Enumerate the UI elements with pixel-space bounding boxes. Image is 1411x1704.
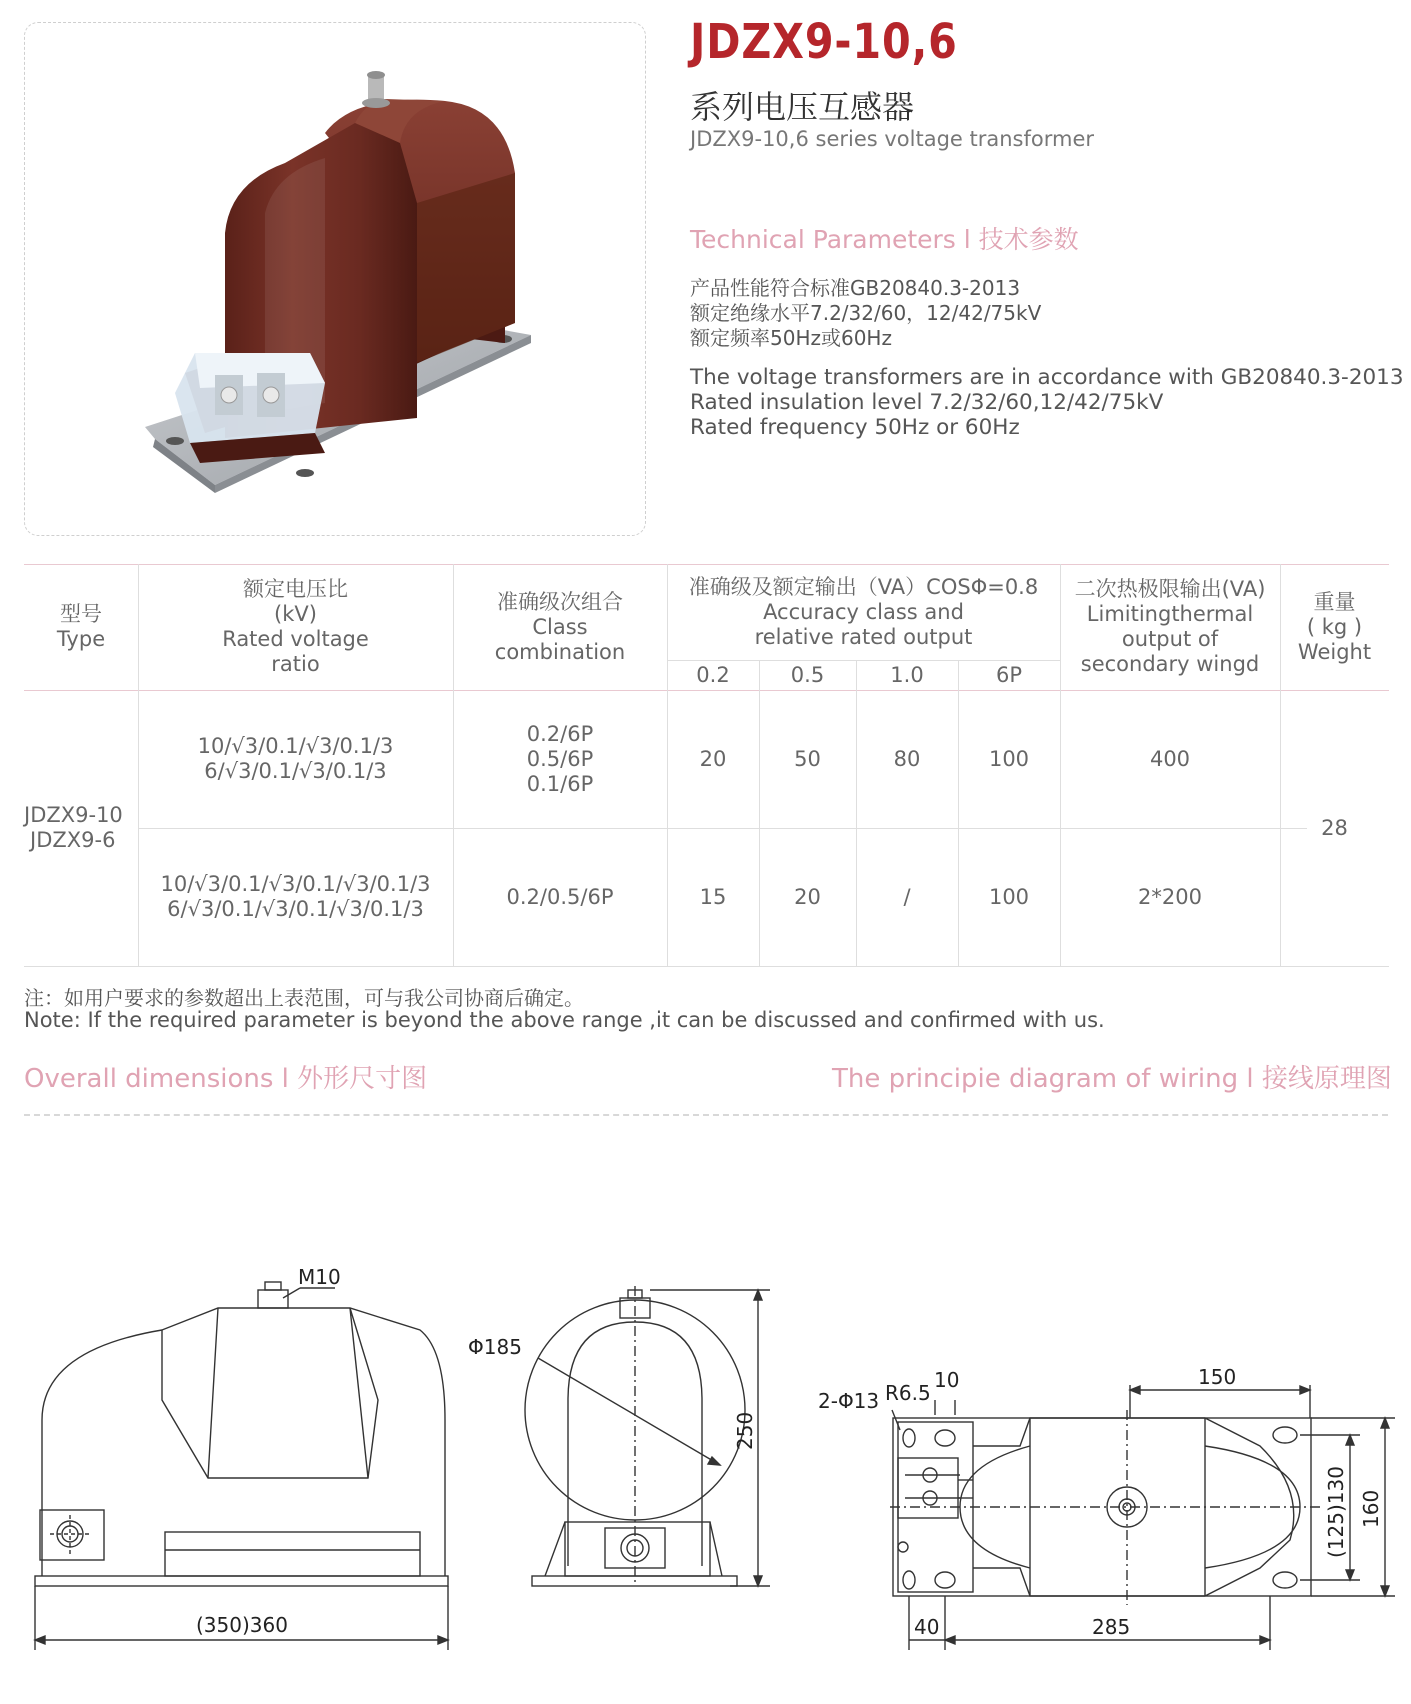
wiring-diagram-heading: The principie diagram of wiring l 接线原理图 [832,1064,1392,1094]
ratio-line: 10/√3/0.1/√3/0.1/√3/0.1/3 [160,872,431,896]
table-row-1-6p: 100 [988,746,1030,771]
technical-parameters-heading: Technical Parameters l 技术参数 [690,225,1079,254]
header-class-combination [453,564,667,690]
header-sub-05: 0.5 [790,662,825,687]
header-ratio-en-1: Rated voltage [222,627,369,651]
note-en: Note: If the required parameter is beyond the above range ,it can be discussed and confirmed with us. [24,1008,1105,1032]
table-row-2-limit: 2*200 [1138,884,1202,909]
table-row-1-class [453,690,667,828]
top-view-drawing [890,1385,1395,1650]
label-side-diameter: Φ185 [468,1335,522,1359]
header-class-en-2: combination [494,639,626,664]
header-class-en-1: Class [532,614,588,639]
product-photo-panel [24,22,646,536]
front-view-drawing [35,1282,448,1650]
label-150: 150 [1198,1365,1237,1389]
ratio-line: 6/√3/0.1/√3/0.1/3 [204,759,387,783]
header-type [24,564,138,690]
spec-en-insulation: Rated insulation level 7.2/32/60,12/42/75kV [690,390,1164,415]
label-40: 40 [914,1615,940,1639]
section-divider [24,1114,1388,1116]
spec-en-frequency: Rated frequency 50Hz or 60Hz [690,415,1020,440]
table-row-1-limit: 400 [1149,746,1191,771]
header-accuracy [667,564,1060,660]
note-cn: 注：如用户要求的参数超出上表范围，可与我公司协商后确定。 [24,986,584,1010]
header-limit-en-3: secondary wingd [1080,652,1260,676]
class-line: 0.2/0.5/6P [506,884,614,909]
header-weight-cn: 重量 [1313,589,1356,614]
label-side-height: 250 [733,1411,757,1450]
table-row-2-02: 15 [699,884,727,909]
specification-table [24,564,1389,967]
cn-subtitle: 系列电压互感器 [690,88,915,126]
table-row-2-10: / [903,884,911,909]
table-row-2-6p: 100 [988,884,1030,909]
label-130: (125)130 [1324,1466,1348,1558]
table-row-1-02: 20 [699,746,727,771]
spec-cn-insulation: 额定绝缘水平7.2/32/60，12/42/75kV [690,301,1042,325]
table-row-1-ratio [138,690,453,828]
table-row-1-05: 50 [794,746,821,771]
label-160: 160 [1359,1489,1383,1528]
header-sub-6p: 6P [995,662,1023,687]
header-accuracy-cn: 准确级及额定输出（VA）COSΦ=0.8 [688,574,1039,599]
header-weight-unit: ( kg ) [1306,614,1363,639]
label-front-width: (350)360 [196,1613,288,1637]
label-radius: R6.5 [885,1381,931,1405]
ratio-line: 10/√3/0.1/√3/0.1/3 [197,734,394,758]
type-jdzx9-6: JDZX9-6 [30,828,116,852]
ratio-line: 6/√3/0.1/√3/0.1/√3/0.1/3 [167,897,424,921]
table-row-2-ratio [138,828,453,966]
type-cell [24,690,138,966]
label-holes: 2-Φ13 [818,1389,880,1413]
weight-cell: 28 [1321,815,1348,840]
header-weight [1280,564,1389,690]
header-ratio-en-2: ratio [271,652,320,676]
en-subtitle: JDZX9-10,6 series voltage transformer [690,127,1095,151]
label-m10: M10 [298,1265,341,1289]
table-row-2-class [453,828,667,966]
header-ratio-unit: (kV) [274,602,317,626]
class-line: 0.1/6P [526,771,594,796]
product-photo [25,23,645,535]
type-jdzx9-10: JDZX9-10 [24,803,123,827]
spec-en-standard: The voltage transformers are in accordance with GB20840.3-2013 [690,365,1404,390]
table-row-2-05: 20 [794,884,821,909]
class-line: 0.5/6P [526,746,594,771]
table-bottom-border [24,966,1389,967]
header-sub-10: 1.0 [890,662,924,687]
header-class-cn: 准确级次组合 [497,589,623,614]
header-ratio-cn: 额定电压比 [243,577,348,601]
spec-cn-frequency: 额定频率50Hz或60Hz [690,326,892,350]
header-accuracy-en-2: relative rated output [754,624,973,649]
header-limit-cn: 二次热极限输出(VA) [1074,577,1266,601]
header-limiting-thermal [1060,564,1280,690]
header-limit-en-1: Limitingthermal [1086,602,1254,626]
header-voltage-ratio [138,564,453,690]
class-line: 0.2/6P [526,721,594,746]
label-slot: 10 [934,1368,960,1392]
header-type-cn: 型号 [60,602,102,626]
header-accuracy-en-1: Accuracy class and [763,599,964,624]
header-weight-en: Weight [1297,639,1372,664]
model-title: JDZX9-10,6 [690,14,958,70]
dimension-drawings [0,1250,1411,1670]
header-limit-en-2: output of [1121,627,1219,651]
table-row-1-10: 80 [893,746,921,771]
spec-cn-standard: 产品性能符合标准GB20840.3-2013 [690,276,1021,300]
overall-dimensions-heading: Overall dimensions l 外形尺寸图 [24,1064,428,1094]
header-sub-02: 0.2 [696,662,730,687]
header-type-en: Type [56,627,106,651]
label-285: 285 [1092,1615,1131,1639]
